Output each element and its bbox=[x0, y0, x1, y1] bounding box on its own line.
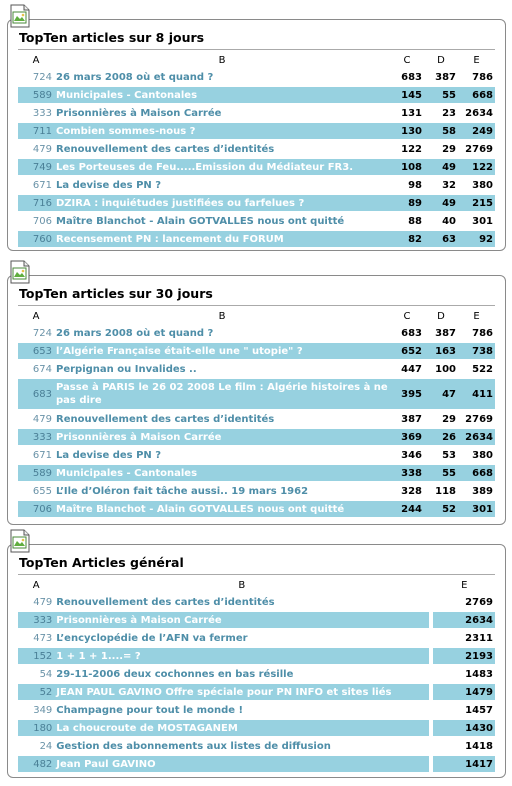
article-id: 655 bbox=[32, 485, 52, 497]
count-e: 1430 bbox=[433, 720, 495, 736]
count-e: 380 bbox=[472, 179, 493, 191]
article-link[interactable]: Municipales - Cantonales bbox=[54, 465, 390, 481]
divider bbox=[18, 49, 495, 50]
count-c: 683 bbox=[401, 71, 422, 83]
count-e: 215 bbox=[458, 195, 495, 211]
column-header-d: D bbox=[437, 55, 445, 66]
article-id: 711 bbox=[18, 123, 54, 139]
count-e: 668 bbox=[458, 465, 495, 481]
count-d: 29 bbox=[442, 413, 456, 425]
divider bbox=[18, 305, 495, 306]
column-header-d: D bbox=[437, 311, 445, 322]
table-row bbox=[18, 483, 495, 499]
count-c: 145 bbox=[390, 87, 424, 103]
article-id: 152 bbox=[18, 648, 54, 664]
article-link[interactable]: Renouvellement des cartes d’identités bbox=[56, 596, 275, 608]
article-link[interactable]: Recensement PN : lancement du FORUM bbox=[54, 231, 390, 247]
topten-table bbox=[18, 52, 495, 249]
article-link[interactable]: DZIRA : inquiétudes justifiées ou farfelues ? bbox=[54, 195, 390, 211]
count-d: 55 bbox=[424, 465, 458, 481]
count-c: 338 bbox=[390, 465, 424, 481]
article-link[interactable]: Municipales - Cantonales bbox=[54, 87, 390, 103]
count-c: 652 bbox=[390, 343, 424, 359]
count-d: 387 bbox=[435, 71, 456, 83]
article-id: 589 bbox=[18, 87, 54, 103]
table-row bbox=[18, 231, 495, 247]
article-link[interactable]: Prisonnières à Maison Carrée bbox=[54, 612, 429, 628]
table-row bbox=[18, 501, 495, 517]
column-header-c: C bbox=[403, 55, 411, 66]
count-e: 2311 bbox=[465, 632, 493, 644]
count-e: 2769 bbox=[465, 413, 493, 425]
count-e: 522 bbox=[472, 363, 493, 375]
table-header-row bbox=[18, 54, 495, 67]
column-header-e: E bbox=[473, 311, 480, 322]
count-c: 131 bbox=[401, 107, 422, 119]
table-row bbox=[18, 123, 495, 139]
table-row bbox=[18, 343, 495, 359]
article-link[interactable]: Passe à PARIS le 26 02 2008 Le film : Algérie histoires à ne pas dire bbox=[54, 379, 390, 409]
column-header-c: C bbox=[403, 311, 411, 322]
article-id: 674 bbox=[32, 363, 52, 375]
article-link[interactable]: 1 + 1 + 1....= ? bbox=[54, 648, 429, 664]
column-header-a: A bbox=[32, 311, 40, 322]
image-document-icon bbox=[8, 4, 32, 28]
table-row bbox=[18, 379, 495, 409]
count-c: 387 bbox=[401, 413, 422, 425]
count-c: 346 bbox=[401, 449, 422, 461]
count-d: 163 bbox=[424, 343, 458, 359]
count-e: 301 bbox=[472, 215, 493, 227]
topten-table bbox=[18, 308, 495, 519]
panel-general bbox=[7, 544, 506, 778]
count-e: 249 bbox=[458, 123, 495, 139]
article-id: 653 bbox=[18, 343, 54, 359]
article-id: 706 bbox=[18, 501, 54, 517]
count-d: 23 bbox=[442, 107, 456, 119]
article-id: 180 bbox=[18, 720, 54, 736]
table-row bbox=[18, 429, 495, 445]
column-header-a: A bbox=[32, 580, 40, 591]
divider bbox=[18, 574, 495, 575]
article-link[interactable]: L’encyclopédie de l’AFN va fermer bbox=[56, 632, 248, 644]
count-c: 108 bbox=[390, 159, 424, 175]
table-row bbox=[18, 465, 495, 481]
column-header-a: A bbox=[32, 55, 40, 66]
count-c: 328 bbox=[401, 485, 422, 497]
article-link[interactable]: 26 mars 2008 où et quand ? bbox=[56, 71, 214, 83]
count-c: 122 bbox=[401, 143, 422, 155]
panel-title: TopTen Articles général bbox=[19, 555, 184, 570]
count-e: 411 bbox=[458, 379, 495, 409]
count-e: 301 bbox=[458, 501, 495, 517]
count-d: 49 bbox=[424, 195, 458, 211]
table-row bbox=[18, 630, 495, 646]
article-link[interactable]: La choucroute de MOSTAGANEM bbox=[54, 720, 429, 736]
article-id: 671 bbox=[32, 449, 52, 461]
panel-8-days bbox=[7, 19, 506, 251]
article-link[interactable]: Les Porteuses de Feu.....Emission du Médiateur FR3. bbox=[54, 159, 390, 175]
table-row bbox=[18, 756, 495, 772]
article-link[interactable]: L’Ile d’Oléron fait tâche aussi.. 19 mars 1962 bbox=[56, 485, 309, 497]
article-id: 724 bbox=[32, 71, 52, 83]
article-id: 24 bbox=[39, 740, 53, 752]
article-link[interactable]: Renouvellement des cartes d’identités bbox=[56, 143, 275, 155]
count-e: 2634 bbox=[465, 107, 493, 119]
article-id: 473 bbox=[33, 632, 53, 644]
article-id: 333 bbox=[32, 107, 52, 119]
table-row bbox=[18, 612, 495, 628]
article-id: 749 bbox=[18, 159, 54, 175]
count-c: 395 bbox=[390, 379, 424, 409]
column-header-b: B bbox=[218, 55, 226, 66]
count-e: 1418 bbox=[465, 740, 493, 752]
count-e: 738 bbox=[458, 343, 495, 359]
count-e: 92 bbox=[458, 231, 495, 247]
table-header-row bbox=[18, 579, 495, 592]
count-e: 1417 bbox=[433, 756, 495, 772]
table-row bbox=[18, 325, 495, 341]
article-id: 760 bbox=[18, 231, 54, 247]
article-id: 671 bbox=[32, 179, 52, 191]
count-c: 683 bbox=[401, 327, 422, 339]
count-d: 58 bbox=[424, 123, 458, 139]
table-row bbox=[18, 213, 495, 229]
column-header-e: E bbox=[473, 55, 480, 66]
article-id: 333 bbox=[18, 429, 54, 445]
count-e: 2769 bbox=[465, 143, 493, 155]
article-link[interactable]: Combien sommes-nous ? bbox=[54, 123, 390, 139]
article-id: 724 bbox=[32, 327, 52, 339]
article-link[interactable]: Renouvellement des cartes d’identités bbox=[56, 413, 275, 425]
count-e: 122 bbox=[458, 159, 495, 175]
table-row bbox=[18, 159, 495, 175]
article-id: 54 bbox=[39, 668, 53, 680]
count-e: 389 bbox=[472, 485, 493, 497]
count-e: 1483 bbox=[465, 668, 493, 680]
panel-30-days bbox=[7, 275, 506, 525]
table-row bbox=[18, 720, 495, 736]
article-link[interactable]: Prisonnières à Maison Carrée bbox=[54, 429, 390, 445]
panel-title: TopTen articles sur 30 jours bbox=[19, 286, 213, 301]
article-id: 479 bbox=[32, 413, 52, 425]
topten-table bbox=[18, 577, 495, 774]
article-id: 482 bbox=[18, 756, 54, 772]
table-row bbox=[18, 177, 495, 193]
article-id: 716 bbox=[18, 195, 54, 211]
column-header-b: B bbox=[238, 580, 246, 591]
count-c: 98 bbox=[408, 179, 422, 191]
column-header-e: E bbox=[461, 580, 468, 591]
count-d: 100 bbox=[435, 363, 456, 375]
article-link[interactable]: Champagne pour tout le monde ! bbox=[56, 704, 244, 716]
count-e: 2634 bbox=[433, 612, 495, 628]
table-row bbox=[18, 666, 495, 682]
count-e: 1479 bbox=[433, 684, 495, 700]
count-c: 130 bbox=[390, 123, 424, 139]
article-link[interactable]: Prisonnières à Maison Carrée bbox=[56, 107, 222, 119]
article-id: 333 bbox=[18, 612, 54, 628]
count-e: 2769 bbox=[465, 596, 493, 608]
article-id: 52 bbox=[18, 684, 54, 700]
table-row bbox=[18, 69, 495, 85]
count-e: 786 bbox=[472, 327, 493, 339]
count-d: 26 bbox=[424, 429, 458, 445]
count-d: 47 bbox=[424, 379, 458, 409]
article-id: 589 bbox=[18, 465, 54, 481]
table-row bbox=[18, 648, 495, 664]
count-d: 118 bbox=[435, 485, 456, 497]
table-row bbox=[18, 594, 495, 610]
count-d: 32 bbox=[442, 179, 456, 191]
article-link[interactable]: La devise des PN ? bbox=[56, 449, 162, 461]
article-link[interactable]: Maître Blanchot - Alain GOTVALLES nous ont quitté bbox=[56, 215, 345, 227]
table-row bbox=[18, 87, 495, 103]
article-link[interactable]: JEAN PAUL GAVINO Offre spéciale pour PN INFO et sites liés bbox=[54, 684, 429, 700]
article-id: 479 bbox=[33, 596, 53, 608]
count-d: 29 bbox=[442, 143, 456, 155]
table-row bbox=[18, 684, 495, 700]
count-e: 380 bbox=[472, 449, 493, 461]
table-row bbox=[18, 141, 495, 157]
count-c: 369 bbox=[390, 429, 424, 445]
article-link[interactable]: 26 mars 2008 où et quand ? bbox=[56, 327, 214, 339]
image-document-icon bbox=[8, 260, 32, 284]
article-link[interactable]: Jean Paul GAVINO bbox=[54, 756, 429, 772]
article-id: 479 bbox=[32, 143, 52, 155]
table-row bbox=[18, 195, 495, 211]
count-e: 1457 bbox=[465, 704, 493, 716]
image-document-icon bbox=[8, 529, 32, 553]
table-header-row bbox=[18, 310, 495, 323]
article-id: 349 bbox=[33, 704, 53, 716]
table-row bbox=[18, 361, 495, 377]
count-e: 668 bbox=[458, 87, 495, 103]
count-c: 447 bbox=[401, 363, 422, 375]
count-d: 63 bbox=[424, 231, 458, 247]
count-e: 2193 bbox=[433, 648, 495, 664]
count-d: 40 bbox=[442, 215, 456, 227]
count-d: 49 bbox=[424, 159, 458, 175]
table-row bbox=[18, 105, 495, 121]
article-link[interactable]: Gestion des abonnements aux listes de diffusion bbox=[56, 740, 331, 752]
panel-title: TopTen articles sur 8 jours bbox=[19, 30, 205, 45]
count-d: 55 bbox=[424, 87, 458, 103]
count-e: 786 bbox=[472, 71, 493, 83]
count-d: 53 bbox=[442, 449, 456, 461]
table-row bbox=[18, 447, 495, 463]
count-d: 52 bbox=[424, 501, 458, 517]
article-id: 706 bbox=[32, 215, 52, 227]
count-c: 244 bbox=[390, 501, 424, 517]
article-link[interactable]: Perpignan ou Invalides .. bbox=[56, 363, 197, 375]
count-c: 82 bbox=[390, 231, 424, 247]
table-row bbox=[18, 411, 495, 427]
article-id: 683 bbox=[18, 379, 54, 409]
count-c: 88 bbox=[408, 215, 422, 227]
table-row bbox=[18, 738, 495, 754]
article-link[interactable]: 29-11-2006 deux cochonnes en bas résille bbox=[56, 668, 294, 680]
article-link[interactable]: l’Algérie Française était-elle une " utopie" ? bbox=[54, 343, 390, 359]
article-link[interactable]: La devise des PN ? bbox=[56, 179, 162, 191]
column-header-b: B bbox=[218, 311, 226, 322]
count-e: 2634 bbox=[458, 429, 495, 445]
count-d: 387 bbox=[435, 327, 456, 339]
count-c: 89 bbox=[390, 195, 424, 211]
table-row bbox=[18, 702, 495, 718]
article-link[interactable]: Maître Blanchot - Alain GOTVALLES nous ont quitté bbox=[54, 501, 390, 517]
